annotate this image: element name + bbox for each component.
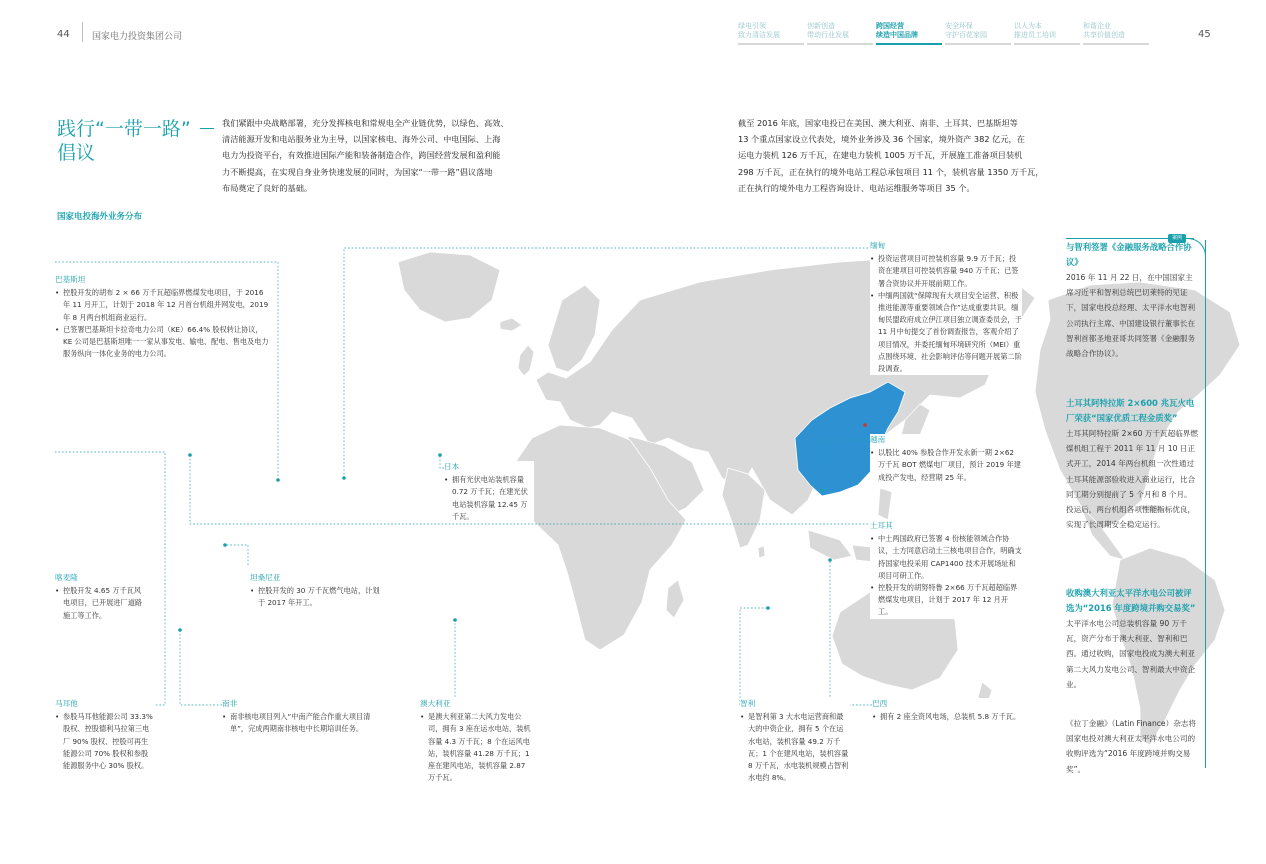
sidebar-vertical-rule: [1205, 240, 1206, 768]
sri-lanka: [758, 546, 765, 558]
case-latin-finance: [1066, 716, 1198, 777]
case-tag: 案例: [1168, 234, 1186, 243]
callout-item: • 参股马耳他能源公司 33.3% 股权、控股德利马拉第三电厂 90% 股权、控股可再生能源公司 70% 股权和参股能源服务中心 30% 股权。: [55, 711, 155, 772]
callout-item: • 南非核电项目列入“中南产能合作重大项目清单”，完成两期南非核电中长期培训任务。: [222, 711, 372, 735]
nav-tab-line2: 带动行业发展: [807, 31, 849, 39]
callout-item: • 控股开发的 30 万千瓦燃气电站，计划于 2017 年开工。: [250, 585, 385, 609]
case-chile-finance: [1066, 240, 1198, 361]
dot-australia: [453, 618, 457, 622]
philippines: [878, 488, 892, 520]
intro-line: 力不断提高，在实现自身业务快速发展的同时，为国家“一带一路”倡议落地: [222, 166, 493, 177]
nav-tab-line1: 创新创造: [807, 22, 835, 30]
callout-item: • 控股开发的胡努特鲁 2×66 万千瓦超超临界燃煤发电项目，计划于 2017 年 12 月开工。: [870, 582, 1022, 619]
callout-title: 智利: [740, 699, 756, 708]
callout-title: 土耳其: [870, 521, 893, 530]
callout-item: • 是澳大利亚第二大风力发电公司，拥有 3 座在运水电站，装机容量 4.3 万千瓦；8 个在运风电站，装机容量 41.28 万千瓦；1 座在建风电站，装机容量 2.87 万千瓦。: [420, 711, 532, 784]
dot-chile: [766, 606, 770, 610]
right-page-number: 45: [1198, 29, 1211, 40]
nav-tab-line2: 守护百花家园: [945, 31, 987, 39]
callout-item: • 拥有光伏电站装机容量 0.72 万千瓦；在建光伏电站装机容量 12.45 万千瓦。: [444, 474, 534, 523]
intro-line: 13 个重点国家设立代表处，境外业务涉及 36 个国家，境外资产 382 亿元，在: [738, 134, 1025, 145]
leader-chile: [740, 608, 768, 705]
nav-tab-line2: 共享价值创造: [1083, 31, 1125, 39]
left-page-number: 44: [57, 29, 70, 40]
dot-japan: [438, 453, 442, 457]
beijing-marker: [863, 423, 867, 427]
callout-brazil: [872, 698, 1022, 723]
iceland: [500, 318, 522, 331]
callout-item: • 中土两国政府已签署 4 份核能领域合作协议，土方同意启动土三核电项目合作，明确支持国家电投采用 CAP1400 技术开展场址和项目可研工作。: [870, 533, 1022, 582]
callout-item: • 拥有 2 座全资风电场，总装机 5.8 万千瓦。: [872, 711, 1022, 723]
callout-title: 日本: [444, 462, 460, 471]
callout-title: 澳大利亚: [420, 699, 451, 708]
case-turkey-award: [1066, 396, 1198, 532]
uk-ireland: [518, 345, 534, 376]
callout-south-africa: [222, 698, 372, 736]
case-heading: 收购澳大利亚太平洋水电公司被评选为“2016 年度跨境并购交易奖”: [1066, 588, 1196, 613]
callout-myanmar: [870, 240, 1022, 375]
callout-item: • 控股开发 4.65 万千瓦风电项目，已开展进厂道路施工等工作。: [55, 585, 145, 622]
nav-tab-line1: 绿电引领: [738, 22, 766, 30]
leader-south-africa: [180, 630, 222, 705]
callout-title: 马耳他: [55, 699, 78, 708]
dot-myanmar: [342, 476, 346, 480]
nav-tab-line1: 和谐企业: [1083, 22, 1111, 30]
intro-line: 布局奠定了良好的基础。: [222, 182, 313, 193]
nav-tab-line2: 致力清洁发展: [738, 31, 780, 39]
greenland: [398, 252, 500, 322]
leader-australia: [420, 620, 455, 705]
nav-tab-line1: 安全环保: [945, 22, 973, 30]
callout-item: • 已签署巴基斯坦卡拉奇电力公司（KE）66.4% 股权转让协议，KE 公司是巴基斯坦唯一一家从事发电、输电、配电、售电及电力服务纵向一体化业务的电力公司。: [55, 324, 270, 361]
callout-item: • 中缅两国就“保障现有大项目安全运营、积极推进能源等重要领域合作”达成重要共识。缅甸民盟政府成立伊江项目独立调查委员会，于 11 月中旬提交了首份调查报告，客观介绍了项目情况，并委托缅甸环境研究所（MEI）重点围绕环境、社会影响评估等问题开展第二阶段调查。: [870, 290, 1022, 375]
case-body: 2016 年 11 月 22 日，在中国国家主席习近平和智利总统巴切莱特的见证下，国家电投总经理、太平洋水电智利公司执行主席、中国建设银行董事长在智利首都圣地亚哥共同签署《金融服务战略合作协议》。: [1066, 273, 1196, 359]
intro-line: 正在执行的境外电力工程咨询设计、电站运维服务等项目 35 个。: [738, 182, 975, 193]
callout-japan: [444, 461, 534, 523]
callout-item: • 控股开发的胡布 2 × 66 万千瓦超临界燃煤发电项目，于 2016 年 11 月开工，计划于 2018 年 12 月首台机组并网发电，2019 年 8 月两台机组商业运行。: [55, 287, 270, 324]
case-heading: 土耳其阿特拉斯 2×600 兆瓦火电厂荣获“国家优质工程金质奖”: [1066, 398, 1195, 423]
intro-line: 我们紧跟中央战略部署，充分发挥核电和常规电全产业链优势，以绿色、高效、: [222, 118, 509, 128]
callout-title: 喀麦隆: [55, 573, 78, 582]
nav-tab-line1: 以人为本: [1014, 22, 1042, 30]
indonesia-1: [808, 530, 852, 560]
case-australia-acquisition: [1066, 586, 1198, 692]
dot-south-africa: [178, 628, 182, 632]
section-title-line2: 倡议: [57, 142, 96, 164]
company-name: 国家电力投资集团公司: [92, 32, 183, 42]
dot-brazil: [828, 558, 832, 562]
case-body: 《拉丁金融》（Latin Finance）杂志将国家电投对澳大利亚太平洋水电公司的收购评选为“2016 年度跨境并购交易奖”。: [1066, 719, 1196, 774]
callout-title: 缅甸: [870, 241, 886, 250]
nav-tab-line2: 续造中国品牌: [876, 31, 918, 39]
leader-tanzania: [225, 545, 248, 565]
callout-title: 南非: [222, 699, 238, 708]
case-heading: 与智利签署《金融服务战略合作协议》: [1066, 242, 1192, 267]
case-body: 土耳其阿特拉斯 2×60 万千瓦超临界燃煤机组工程于 2011 年 11 月 10 日正式开工，2014 年两台机组一次性通过土耳其能源部验收进入商业运行，比合同工期分别提前了 5 个月和 8 个月。投运后，两台机组各项性能指标优良，实现了长周期安全稳定运行。: [1066, 429, 1198, 530]
callout-cameroon: [55, 572, 145, 622]
callout-vietnam: [870, 434, 1022, 484]
case-body: 太平洋水电公司总装机容量 90 万千瓦，资产分布于澳大利亚、智利和巴西。通过收购，国家电投成为澳大利亚第二大风力发电公司、智利最大中资企业。: [1066, 619, 1196, 689]
intro-line: 清洁能源开发和电站服务业为主导，以国家核电、海外公司、中电国际、上海: [222, 134, 501, 145]
callout-title: 巴基斯坦: [55, 275, 86, 284]
callout-item: • 是智利第 3 大水电运营商和最大的中资企业，拥有 5 个在运水电站，装机容量 49.2 万千瓦；1 个在建风电站，装机容量 8 万千瓦，水电装机规模占智利水电约 8%。: [740, 711, 850, 784]
dot-vietnam: [820, 488, 824, 492]
callout-item: • 投资运营项目可控装机容量 9.9 万千瓦；投资在建项目可控装机容量 940 万千瓦；已签署合资协议并开展前期工作。: [870, 253, 1022, 290]
intro-line: 电力为投资平台，有效推进国际产能和装备制造合作，跨国经营发展和盈利能: [222, 150, 501, 161]
callout-item: • 以股比 40% 参股合作开发永新一期 2×62 万千瓦 BOT 燃煤电厂项目，预计 2019 年建成投产发电，经营期 25 年。: [870, 447, 1022, 484]
callout-malta: [55, 698, 155, 772]
madagascar: [666, 580, 684, 618]
intro-line: 298 万千瓦，正在执行的境外电站工程总承包项目 11 个，装机容量 1350 万千瓦，: [738, 166, 1044, 177]
section-title-line1: 践行“一带一路”: [57, 118, 191, 140]
callout-title: 坦桑尼亚: [250, 573, 281, 582]
dot-tanzania: [223, 543, 227, 547]
map-label: 国家电投海外业务分布: [57, 212, 143, 222]
callout-chile: [740, 698, 850, 784]
intro-line: 截至 2016 年底，国家电投已在美国、澳大利亚、南非、土耳其、巴基斯坦等: [738, 118, 1018, 128]
dot-pakistan: [276, 478, 280, 482]
nav-tab-line1: 跨国经营: [876, 22, 904, 30]
callout-title: 越南: [870, 435, 886, 444]
callout-tanzania: [250, 572, 385, 610]
dot-turkey: [188, 453, 192, 457]
callout-pakistan: [55, 274, 270, 360]
intro-line: 运电力装机 126 万千瓦，在建电力装机 1005 万千瓦，开展施工准备项目装机: [738, 150, 1023, 161]
callout-turkey: [870, 520, 1022, 619]
callout-australia: [420, 698, 532, 784]
callout-title: 巴西: [872, 699, 888, 708]
nav-tab-line2: 推进员工培训: [1014, 31, 1056, 39]
